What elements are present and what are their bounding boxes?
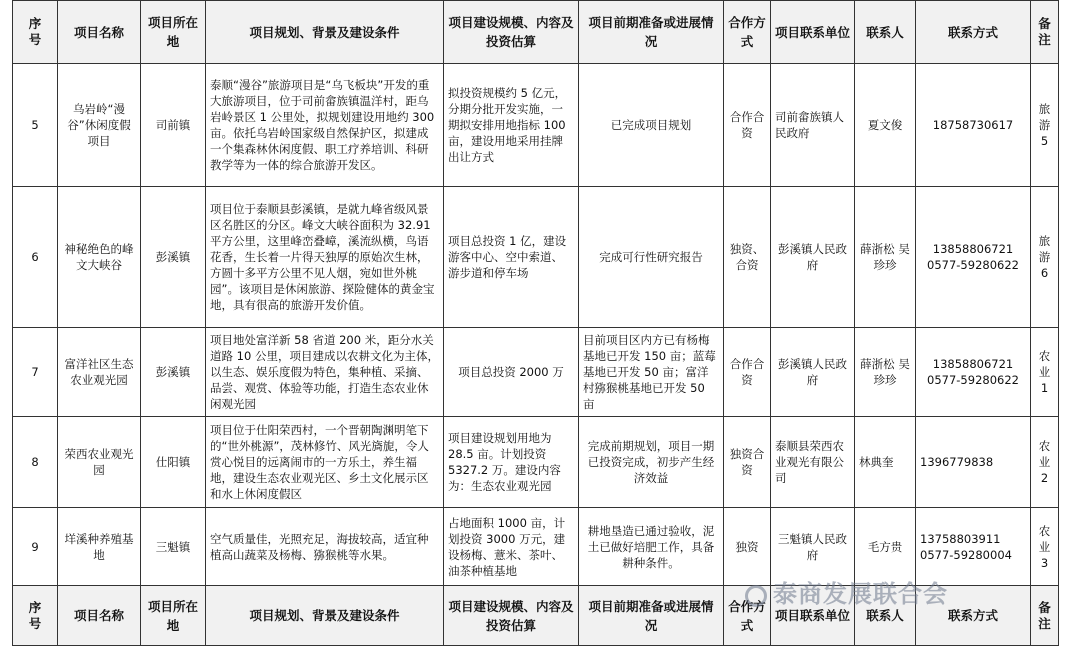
header-contact: 联系人 — [855, 586, 916, 646]
header-location: 项目所在地 — [141, 1, 206, 64]
header-location: 项目所在地 — [141, 586, 206, 646]
row-seq: 8 — [13, 417, 58, 508]
row-contact: 毛方贵 — [855, 508, 916, 586]
watermark — [745, 574, 948, 609]
watermark-text: 泰商发展联合会 — [773, 580, 948, 608]
row-name: 乌岩岭“漫谷”休闲度假项目 — [58, 64, 141, 187]
header-scale: 项目建设规模、内容及投资估算 — [444, 1, 579, 64]
row-location: 仕阳镇 — [141, 417, 206, 508]
header-coop: 合作方式 — [724, 1, 771, 64]
row-name: 垟溪种养殖基地 — [58, 508, 141, 586]
row-prep: 完成前期规划，项目一期已投资完成，初步产生经济效益 — [579, 417, 724, 508]
row-unit: 泰顺县荣西农业观光有限公司 — [771, 417, 855, 508]
row-contact: 夏文俊 — [855, 64, 916, 187]
row-contact: 薛浙松 吴珍珍 — [855, 187, 916, 328]
row-prep: 目前项目区内方已有杨梅基地已开发 150 亩；蓝莓基地已开发 50 亩；富洋村猕猴桃基地已开发 50 亩 — [579, 328, 724, 417]
row-planning: 项目地处富洋新 58 省道 200 米，距分水关道路 10 公里，项目建成以农耕文化为主体，以生态、娱乐度假为特色，集种植、采摘、品尝、观赏、体验等功能，打造生态农业休闲观光园 — [206, 328, 444, 417]
header-unit: 项目联系单位 — [771, 586, 855, 646]
row-note: 旅游5 — [1031, 64, 1059, 187]
row-prep: 已完成项目规划 — [579, 64, 724, 187]
row-coop: 独资、合资 — [724, 187, 771, 328]
table-row — [13, 187, 1059, 328]
row-name: 神秘绝色的峰文大峡谷 — [58, 187, 141, 328]
row-prep: 完成可行性研究报告 — [579, 187, 724, 328]
row-coop: 独资 — [724, 508, 771, 586]
header-contact: 联系人 — [855, 1, 916, 64]
header-unit: 项目联系单位 — [771, 1, 855, 64]
table-row — [13, 64, 1059, 187]
row-seq: 6 — [13, 187, 58, 328]
row-unit: 三魁镇人民政府 — [771, 508, 855, 586]
row-phone: 13858806721 0577-59280622 — [916, 187, 1031, 328]
header-coop: 合作方式 — [724, 586, 771, 646]
row-contact: 薛浙松 吴珍珍 — [855, 328, 916, 417]
row-location: 司前镇 — [141, 64, 206, 187]
row-planning: 项目位于泰顺县彭溪镇，是就九峰省级风景区名胜区的分区。峰文大峡谷面积为 32.91 平方公里，这里峰峦叠嶂，溪流纵横，鸟语花香，生长着一片得天独厚的原始次生林，方圆十多平方公里不见人烟，宛如世外桃园”。该项目是休闲旅游、探险健体的黄金宝地，具有很高的旅游开发价值。 — [206, 187, 444, 328]
row-location: 彭溪镇 — [141, 328, 206, 417]
row-coop: 合作合资 — [724, 64, 771, 187]
header-seq: 序号 — [13, 1, 58, 64]
table-header-row — [13, 1, 1059, 64]
header-prep: 项目前期准备或进展情况 — [579, 1, 724, 64]
row-coop: 合作合资 — [724, 328, 771, 417]
row-planning: 项目位于仕阳荣西村，一个晋朝陶渊明笔下的“世外桃源”，茂林修竹、风光旖旎，令人赏心悦目的远离闹市的一方乐土，养生福地，建设生态农业观光区、乡土文化展示区和水上休闲度假区 — [206, 417, 444, 508]
project-table — [12, 0, 1059, 646]
row-note: 农业1 — [1031, 328, 1059, 417]
row-unit: 司前畲族镇人民政府 — [771, 64, 855, 187]
row-planning: 泰顺“漫谷”旅游项目是“乌飞板块”开发的重大旅游项目，位于司前畲族镇温洋村，距乌岩岭景区 1 公里处，拟规划建设用地约 300 亩。依托乌岩岭国家级自然保护区，拟建成一个集森林休闲度假、职工疗养培训、科研教学等为一体的综合旅游开发区。 — [206, 64, 444, 187]
row-unit: 彭溪镇人民政府 — [771, 328, 855, 417]
row-name: 荣西农业观光园 — [58, 417, 141, 508]
header-scale: 项目建设规模、内容及投资估算 — [444, 586, 579, 646]
row-name: 富洋社区生态农业观光园 — [58, 328, 141, 417]
header-phone: 联系方式 — [916, 1, 1031, 64]
row-note: 旅游6 — [1031, 187, 1059, 328]
row-seq: 7 — [13, 328, 58, 417]
row-scale: 项目建设规划用地为 28.5 亩。计划投资 5327.2 万。建设内容为：生态农业观光园 — [444, 417, 579, 508]
table-row — [13, 328, 1059, 417]
row-location: 彭溪镇 — [141, 187, 206, 328]
row-coop: 独资合资 — [724, 417, 771, 508]
header-seq: 序号 — [13, 586, 58, 646]
header-planning: 项目规划、背景及建设条件 — [206, 586, 444, 646]
row-scale: 占地面积 1000 亩，计划投资 3000 万元，建设杨梅、薏米、茶叶、油茶种植基地 — [444, 508, 579, 586]
row-seq: 9 — [13, 508, 58, 586]
header-note: 备注 — [1031, 586, 1059, 646]
wechat-icon — [745, 585, 767, 607]
row-unit: 彭溪镇人民政府 — [771, 187, 855, 328]
row-phone: 1396779838 — [916, 417, 1031, 508]
row-location: 三魁镇 — [141, 508, 206, 586]
header-prep: 项目前期准备或进展情况 — [579, 586, 724, 646]
row-prep: 耕地垦造已通过验收，泥土已做好培肥工作，具备耕种条件。 — [579, 508, 724, 586]
row-phone: 13758803911 0577-59280004 — [916, 508, 1031, 586]
row-scale: 拟投资规模约 5 亿元，分期分批开发实施，一期拟安排用地指标 100 亩，建设用地采用挂牌出让方式 — [444, 64, 579, 187]
row-note: 农业2 — [1031, 417, 1059, 508]
row-scale: 项目总投资 1 亿，建设游客中心、空中索道、游步道和停车场 — [444, 187, 579, 328]
row-note: 农业3 — [1031, 508, 1059, 586]
header-name: 项目名称 — [58, 586, 141, 646]
row-planning: 空气质量佳，光照充足，海拔较高，适宜种植高山蔬菜及杨梅、猕猴桃等水果。 — [206, 508, 444, 586]
row-seq: 5 — [13, 64, 58, 187]
table-row — [13, 417, 1059, 508]
row-scale: 项目总投资 2000 万 — [444, 328, 579, 417]
header-planning: 项目规划、背景及建设条件 — [206, 1, 444, 64]
header-phone: 联系方式 — [916, 586, 1031, 646]
row-phone: 13858806721 0577-59280622 — [916, 328, 1031, 417]
row-contact: 林典奎 — [855, 417, 916, 508]
row-phone: 18758730617 — [916, 64, 1031, 187]
header-name: 项目名称 — [58, 1, 141, 64]
header-note: 备注 — [1031, 1, 1059, 64]
